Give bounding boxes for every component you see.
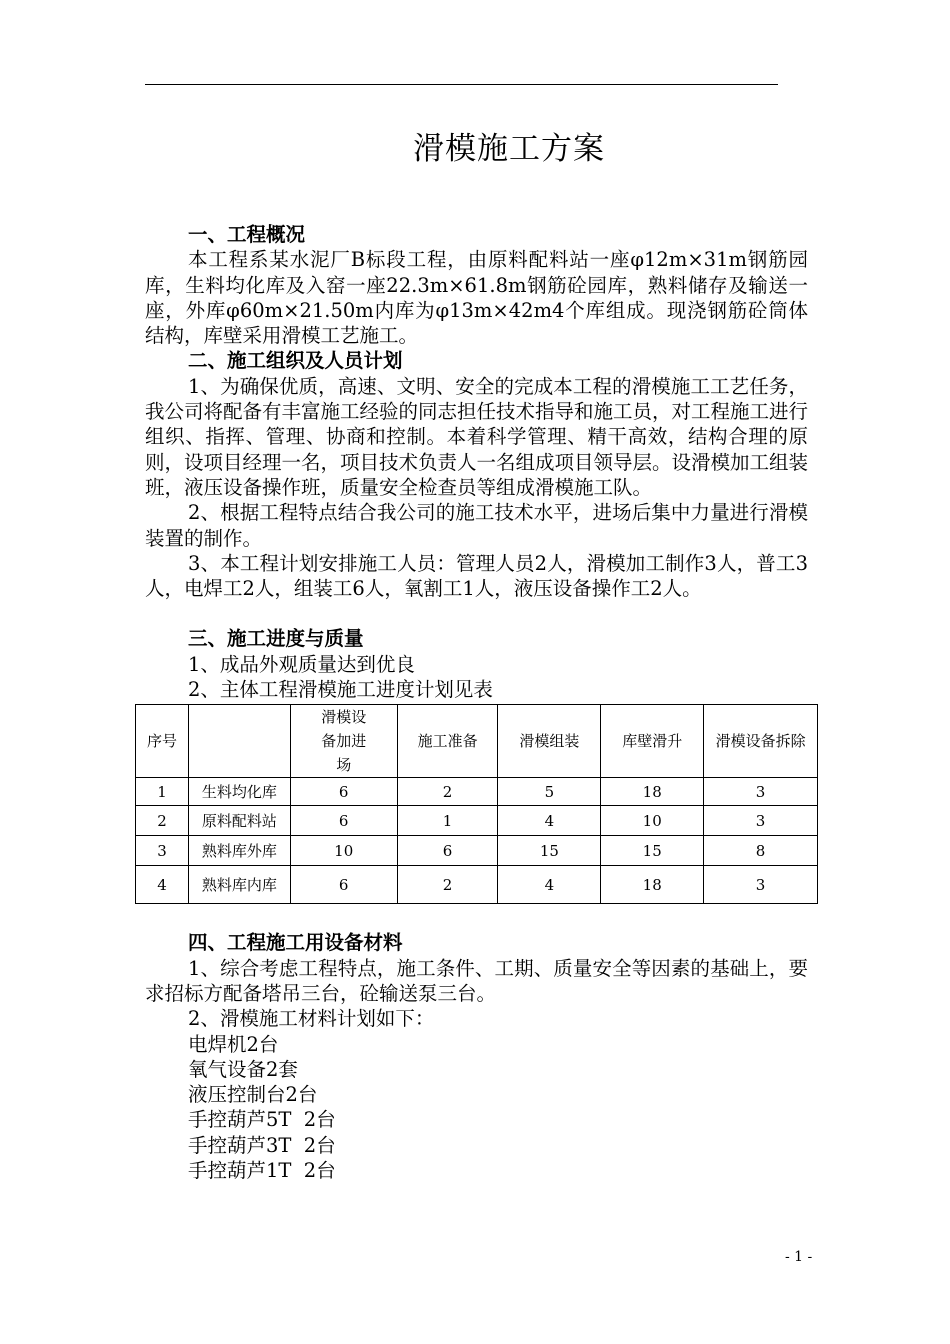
section2-paragraph-1: 1、为确保优质，高速、文明、安全的完成本工程的滑模施工工艺任务，我公司将配备有丰富施工经验的同志担任技术指导和施工员，对工程施工进行组织、指挥、管理、协商和控制。本着科学管理、精干高效，结构合理的原则，设项目经理一名，项目技术负责人一名组成项目领导层。设滑模加工组装班，液压设备操作班，质量安全检查员等组成滑模施工队。 <box>145 374 809 499</box>
table-cell: 1 <box>136 778 189 806</box>
material-item: 手控葫芦3T 2台 <box>188 1133 336 1157</box>
table-cell: 15 <box>601 836 704 866</box>
table-cell: 4 <box>498 866 601 904</box>
section4-paragraph-1: 1、综合考虑工程特点，施工条件、工期、质量安全等因素的基础上，要求招标方配备塔吊三台，砼输送泵三台。 <box>145 956 808 1005</box>
table-cell: 2 <box>397 778 498 806</box>
table-cell: 6 <box>290 806 397 836</box>
table-cell: 6 <box>290 866 397 904</box>
table-cell: 熟料库外库 <box>188 836 290 866</box>
material-item: 氧气设备2套 <box>188 1057 298 1081</box>
table-cell: 18 <box>601 866 704 904</box>
spacer <box>145 601 808 626</box>
table-row <box>136 806 818 836</box>
table-cell: 生料均化库 <box>188 778 290 806</box>
header-cell <box>188 705 290 778</box>
table-row <box>136 866 818 904</box>
schedule-table <box>135 704 818 904</box>
table-cell: 10 <box>601 806 704 836</box>
table-cell: 3 <box>704 806 818 836</box>
table-cell: 15 <box>498 836 601 866</box>
section3-item-1: 1、成品外观质量达到优良 <box>188 652 415 676</box>
table-cell: 3 <box>136 836 189 866</box>
header-cell: 库壁滑升 <box>601 705 704 778</box>
header-cell: 滑模设备拆除 <box>704 705 818 778</box>
table-cell: 3 <box>704 866 818 904</box>
header-rule <box>145 84 778 85</box>
material-item: 液压控制台2台 <box>188 1083 318 1107</box>
table-cell: 8 <box>704 836 818 866</box>
header-cell <box>290 705 397 778</box>
table-cell: 熟料库内库 <box>188 866 290 904</box>
table-cell: 2 <box>136 806 189 836</box>
section3-heading: 三、施工进度与质量 <box>188 627 364 651</box>
section1-paragraph: 本工程系某水泥厂B标段工程，由原料配料站一座φ12m×31m钢筋园库，生料均化库及入窑一座22.3m×61.8m钢筋砼园库，熟料储存及输送一座，外库φ60m×21.50m内库为φ13m×42m4个库组成。现浇钢筋砼筒体结构，库壁采用滑模工艺施工。 <box>145 248 808 348</box>
table-cell: 2 <box>397 866 498 904</box>
table-cell: 4 <box>136 866 189 904</box>
table-cell: 5 <box>498 778 601 806</box>
table-cell: 原料配料站 <box>188 806 290 836</box>
table-cell: 1 <box>397 806 498 836</box>
table-row <box>136 778 818 806</box>
section2-heading: 二、施工组织及人员计划 <box>188 349 403 373</box>
section3-item-2: 2、主体工程滑模施工进度计划见表 <box>188 678 493 702</box>
section1-heading: 一、工程概况 <box>188 223 306 246</box>
table-cell: 10 <box>290 836 397 866</box>
section2-paragraph-3: 3、本工程计划安排施工人员：管理人员2人，滑模加工制作3人，普工3人，电焊工2人，组装工6人，氧割工1人，液压设备操作工2人。 <box>145 551 808 601</box>
header-cell: 序号 <box>136 705 189 778</box>
table-cell: 18 <box>601 778 704 806</box>
material-item: 电焊机2台 <box>188 1032 279 1056</box>
section4-paragraph-2: 2、滑模施工材料计划如下： <box>188 1007 435 1031</box>
table-cell: 6 <box>397 836 498 866</box>
table-header-row <box>136 705 818 778</box>
table-cell: 3 <box>704 778 818 806</box>
page-title: 滑模施工方案 <box>413 131 605 167</box>
header-cell: 施工准备 <box>397 705 498 778</box>
header-cell-text: 滑模设备加进场 <box>321 708 367 775</box>
material-item: 手控葫芦1T 2台 <box>188 1159 336 1183</box>
header-cell: 滑模组装 <box>498 705 601 778</box>
table-cell: 4 <box>498 806 601 836</box>
document-body <box>145 222 808 1183</box>
section4-heading: 四、工程施工用设备材料 <box>188 931 403 955</box>
table-row <box>136 836 818 866</box>
material-item: 手控葫芦5T 2台 <box>188 1108 336 1132</box>
page-number: - 1 - <box>785 1249 813 1265</box>
table-cell: 6 <box>290 778 397 806</box>
section2-paragraph-2: 2、根据工程特点结合我公司的施工技术水平，进场后集中力量进行滑模装置的制作。 <box>145 501 808 550</box>
